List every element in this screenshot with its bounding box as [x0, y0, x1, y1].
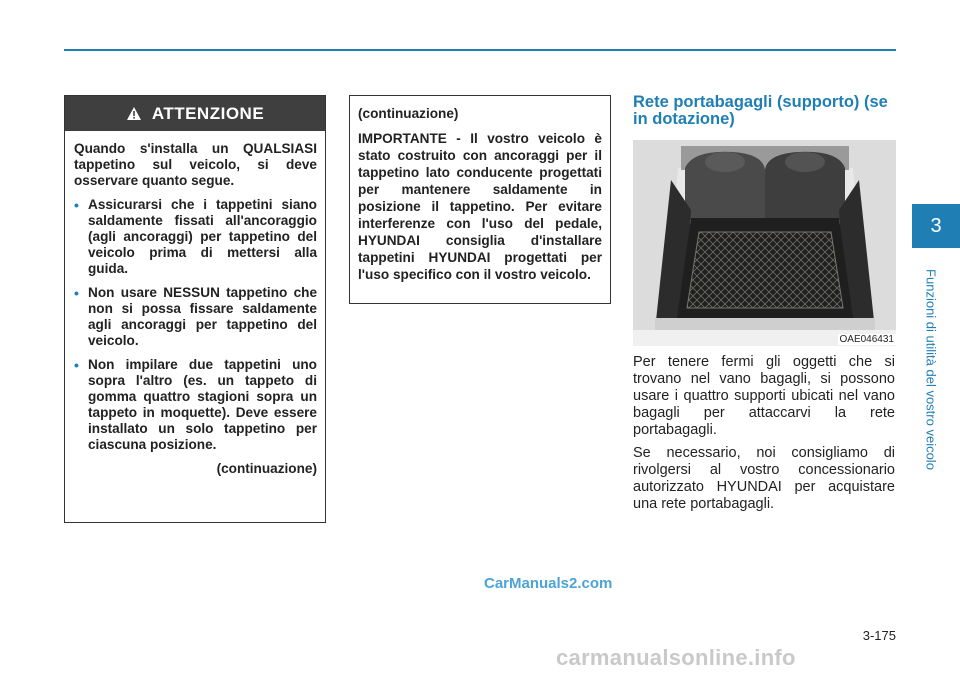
trunk-illustration [633, 140, 896, 346]
warning-item [74, 197, 317, 277]
bullet-icon: • [74, 285, 79, 301]
warning-list [74, 197, 317, 453]
warning-intro: Quando s'installa un QUALSIASI tappetino sul veicolo, si deve osservare quanto segue. [74, 141, 317, 188]
warning-header [65, 96, 325, 131]
cargo-net-photo [633, 140, 896, 346]
warning-box [64, 95, 326, 523]
image-code: OAE046431 [839, 334, 894, 345]
warning-item [74, 285, 317, 349]
bullet-icon: • [74, 197, 79, 213]
section-body [633, 354, 895, 519]
top-rule [64, 49, 896, 51]
section-title: Rete portabagagli (supporto) (se in dotazione) [633, 93, 888, 128]
section-paragraph: Se necessario, noi consigliamo di rivolgersi al vostro concessionario autorizzato HYUNDAI per acquistare una rete portabagagli. [633, 445, 895, 512]
continuation-text: IMPORTANTE - Il vostro veicolo è stato costruito con ancoraggi per il tappetino lato conducente progettati per mantenere saldamente in posizione il tappetino. Per evitare interferenze con l'uso del pedale, HYUNDAI consiglia d'installare tappetini HYUNDAI progettati per l'uso specifico con il vostro veicolo. [358, 131, 602, 282]
watermark-link[interactable]: CarManuals2.com [484, 575, 613, 592]
bullet-icon: • [74, 357, 79, 373]
chapter-tab: 3 [912, 204, 960, 248]
continuation-box [349, 95, 611, 304]
section-paragraph: Per tenere fermi gli oggetti che si trovano nel vano bagagli, si possono usare i quattro supporti ubicati nel vano bagagli per attaccarvi la rete portabagagli. [633, 354, 895, 438]
continuation-heading: (continuazione) [358, 106, 459, 121]
warning-body [65, 131, 325, 477]
chapter-side-label [921, 252, 941, 492]
warning-item-text: Assicurarsi che i tappetini siano saldamente fissati all'ancoraggio (agli ancoraggi) per tappetino del veicolo prima di mettersi alla guida. [88, 197, 317, 276]
warning-continued: (continuazione) [216, 461, 317, 476]
watermark-footer: carmanualsonline.info [556, 645, 796, 670]
warning-item [74, 357, 317, 453]
chapter-label-text: Funzioni di utilità del vostro veicolo [923, 269, 939, 470]
warning-item-text: Non usare NESSUN tappetino che non si possa fissare saldamente agli ancoraggi per tappetino del veicolo. [88, 285, 317, 348]
warning-title: ATTENZIONE [151, 103, 265, 123]
page-number: 3-175 [862, 628, 896, 643]
warning-item-text: Non impilare due tappetini uno sopra l'altro (es. un tappeto di gomma quattro stagioni sopra un tappeto in moquette). Deve essere installato un solo tappetino per ciascuna posizione. [88, 357, 317, 452]
warning-triangle-icon [126, 106, 142, 121]
